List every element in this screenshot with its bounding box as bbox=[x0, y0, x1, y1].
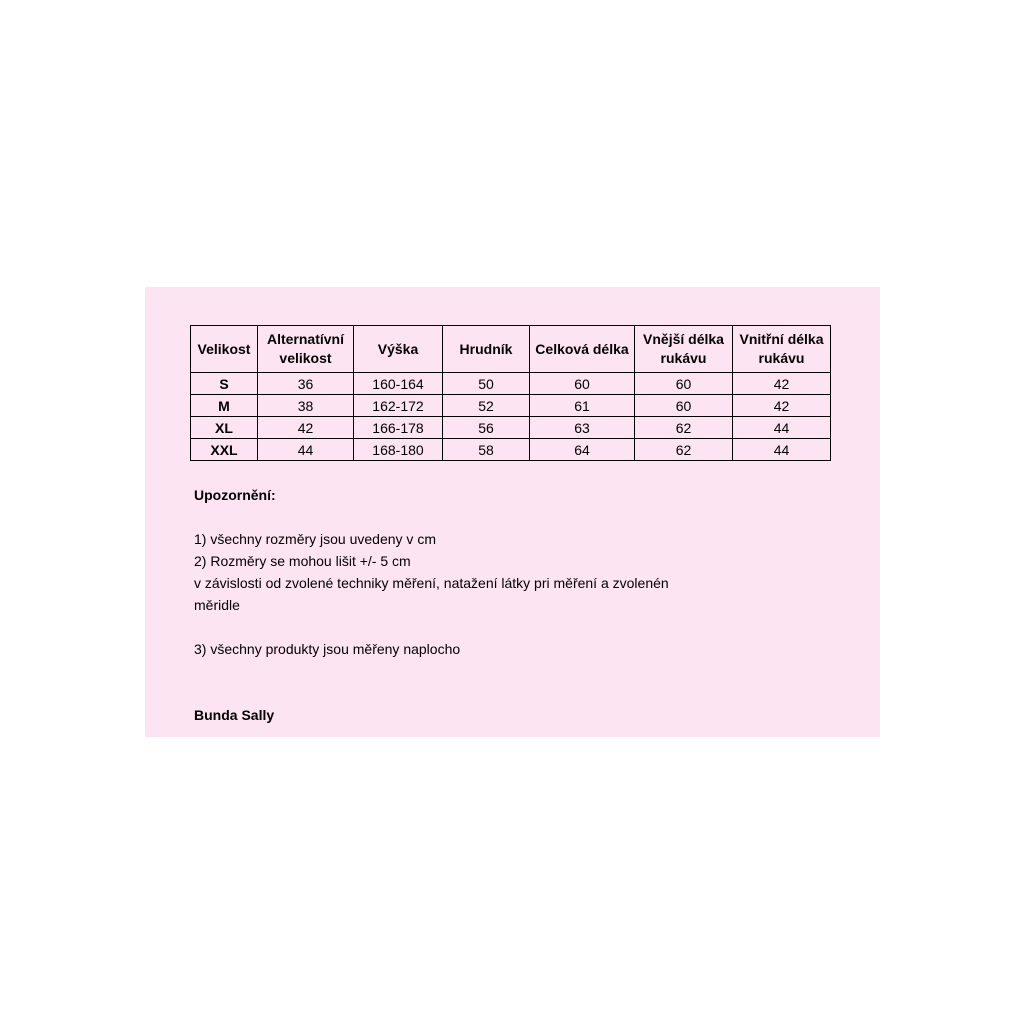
table-row bbox=[191, 417, 831, 439]
table-cell: XL bbox=[191, 417, 258, 439]
table-cell: 42 bbox=[258, 417, 354, 439]
table-cell: 62 bbox=[635, 417, 733, 439]
table-cell: 166-178 bbox=[354, 417, 443, 439]
table-cell: 50 bbox=[443, 373, 530, 395]
table-cell: S bbox=[191, 373, 258, 395]
table-cell: 60 bbox=[530, 373, 635, 395]
table-cell: 44 bbox=[258, 439, 354, 461]
note-line-2c: měridle bbox=[194, 597, 240, 613]
size-table bbox=[190, 325, 831, 461]
header-velikost: Velikost bbox=[191, 326, 258, 373]
header-alternativni-velikost: Alternatívní velikost bbox=[258, 326, 354, 373]
table-cell: 60 bbox=[635, 395, 733, 417]
table-cell: 52 bbox=[443, 395, 530, 417]
header-celkova-delka: Celková délka bbox=[530, 326, 635, 373]
header-vyska: Výška bbox=[354, 326, 443, 373]
table-cell: 42 bbox=[733, 373, 831, 395]
note-line-3: 3) všechny produkty jsou měřeny naplocho bbox=[194, 641, 461, 657]
product-name: Bunda Sally bbox=[194, 707, 275, 723]
table-cell: 58 bbox=[443, 439, 530, 461]
table-row bbox=[191, 395, 831, 417]
header-vnejsi-delka-rukavu: Vnější délka rukávu bbox=[635, 326, 733, 373]
table-cell: XXL bbox=[191, 439, 258, 461]
table-row bbox=[191, 439, 831, 461]
notes-section bbox=[194, 484, 854, 726]
table-cell: 44 bbox=[733, 417, 831, 439]
note-line-2: 2) Rozměry se mohou lišit +/- 5 cm bbox=[194, 553, 411, 569]
table-cell: 56 bbox=[443, 417, 530, 439]
table-cell: 38 bbox=[258, 395, 354, 417]
header-vnitrni-delka-rukavu: Vnitřní délka rukávu bbox=[733, 326, 831, 373]
table-cell: 162-172 bbox=[354, 395, 443, 417]
table-cell: 60 bbox=[635, 373, 733, 395]
table-row bbox=[191, 373, 831, 395]
notes-heading: Upozornění: bbox=[194, 487, 276, 503]
table-cell: 64 bbox=[530, 439, 635, 461]
table-cell: 63 bbox=[530, 417, 635, 439]
table-cell: 42 bbox=[733, 395, 831, 417]
table-cell: 44 bbox=[733, 439, 831, 461]
table-cell: 168-180 bbox=[354, 439, 443, 461]
table-cell: 62 bbox=[635, 439, 733, 461]
table-cell: 160-164 bbox=[354, 373, 443, 395]
table-cell: 36 bbox=[258, 373, 354, 395]
table-header-row bbox=[191, 326, 831, 373]
table-cell: M bbox=[191, 395, 258, 417]
size-chart-panel bbox=[145, 287, 880, 737]
note-line-2b: v závislosti od zvolené techniky měření, natažení látky pri měření a zvolenén bbox=[194, 575, 669, 591]
header-hrudnik: Hrudník bbox=[443, 326, 530, 373]
table-cell: 61 bbox=[530, 395, 635, 417]
note-line-1: 1) všechny rozměry jsou uvedeny v cm bbox=[194, 531, 436, 547]
